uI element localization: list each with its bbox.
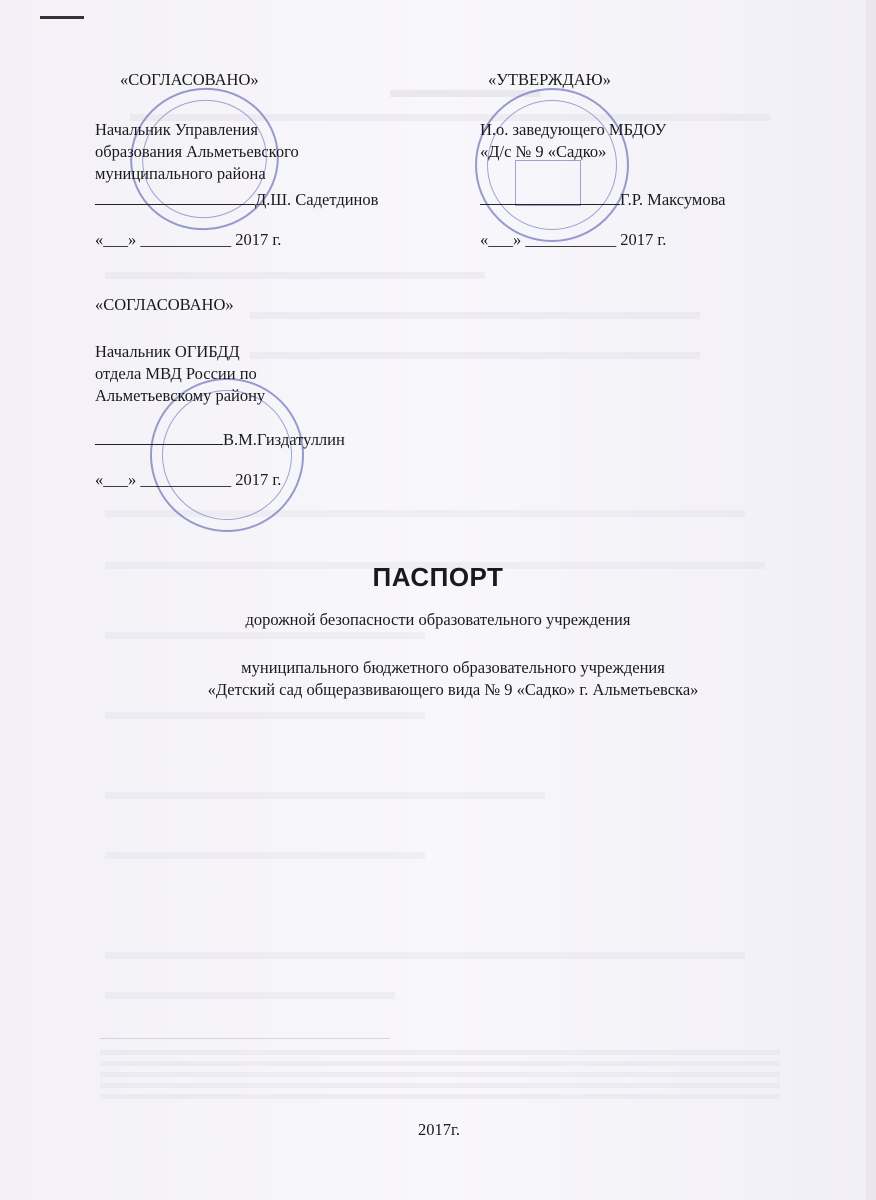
police-position-line-2: отдела МВД России по: [95, 364, 257, 383]
left-signature-line: [95, 190, 378, 210]
document-title: ПАСПОРТ: [372, 562, 504, 592]
left-date-line: «___» ___________ 2017 г.: [95, 230, 282, 249]
right-approve-heading: «УТВЕРЖДАЮ»: [488, 70, 611, 89]
police-date-line: «___» ___________ 2017 г.: [95, 470, 282, 489]
left-signatory: Д.Ш. Садетдинов: [255, 190, 379, 209]
scan-mark: [40, 16, 84, 19]
institution-line-2: «Детский сад общеразвивающего вида № 9 «Садко» г. Альметьевска»: [207, 680, 699, 699]
right-date-line: «___» ___________ 2017 г.: [480, 230, 667, 249]
left-position-line-2: образования Альметьевского: [95, 142, 299, 161]
police-position-line-1: Начальник ОГИБДД: [95, 342, 240, 361]
page-edge: [866, 0, 876, 1200]
left-position-line-1: Начальник Управления: [95, 120, 258, 139]
left-agreed-heading: «СОГЛАСОВАНО»: [120, 70, 259, 89]
document-year: 2017г.: [418, 1120, 461, 1139]
police-agreed-heading: «СОГЛАСОВАНО»: [95, 295, 234, 314]
police-signature-line: [95, 430, 345, 450]
right-position-line-2: «Д/с № 9 «Садко»: [480, 142, 607, 161]
document-subtitle: дорожной безопасности образовательного учреждения: [245, 610, 631, 629]
right-position-line-1: И.о. заведующего МБДОУ: [480, 120, 667, 139]
left-position-line-3: муниципального района: [95, 164, 266, 183]
right-signatory: Г.Р. Максумова: [620, 190, 726, 209]
police-position-line-3: Альметьевскому району: [95, 386, 266, 405]
police-signatory: В.М.Гиздатуллин: [223, 430, 345, 449]
right-signature-line: [480, 190, 726, 210]
institution-line-1: муниципального бюджетного образовательного учреждения: [241, 658, 665, 677]
